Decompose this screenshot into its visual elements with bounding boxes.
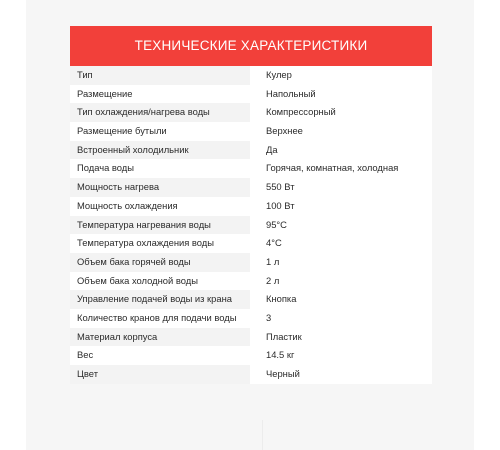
spec-value: Пластик — [250, 328, 432, 347]
spec-value: 550 Вт — [250, 178, 432, 197]
spec-label: Мощность нагрева — [70, 178, 250, 197]
table-row — [70, 365, 432, 384]
spec-label: Размещение бутыли — [70, 122, 250, 141]
spec-value: 3 — [250, 309, 432, 328]
spec-label: Цвет — [70, 365, 250, 384]
spec-value: 100 Вт — [250, 197, 432, 216]
spec-value: Кулер — [250, 66, 432, 85]
table-row — [70, 346, 432, 365]
spec-label: Температура охлаждения воды — [70, 234, 250, 253]
table-row — [70, 272, 432, 291]
spec-label: Объем бака холодной воды — [70, 272, 250, 291]
spec-value: 4°С — [250, 234, 432, 253]
spec-label: Температура нагревания воды — [70, 216, 250, 235]
spec-value: Да — [250, 141, 432, 160]
table-row — [70, 103, 432, 122]
table-row — [70, 328, 432, 347]
table-row — [70, 290, 432, 309]
spec-value: Верхнее — [250, 122, 432, 141]
specs-table — [70, 66, 432, 384]
table-row — [70, 178, 432, 197]
table-row — [70, 197, 432, 216]
table-row — [70, 253, 432, 272]
spec-value: 2 л — [250, 272, 432, 291]
spec-value: 1 л — [250, 253, 432, 272]
table-row — [70, 122, 432, 141]
spec-value: 14.5 кг — [250, 346, 432, 365]
spec-label: Управление подачей воды из крана — [70, 290, 250, 309]
spec-label: Тип — [70, 66, 250, 85]
spec-label: Подача воды — [70, 159, 250, 178]
spec-label: Тип охлаждения/нагрева воды — [70, 103, 250, 122]
table-row — [70, 216, 432, 235]
table-row — [70, 159, 432, 178]
spec-value: Напольный — [250, 85, 432, 104]
divider — [262, 420, 263, 450]
spec-value: 95°С — [250, 216, 432, 235]
spec-value: Черный — [250, 365, 432, 384]
spec-label: Мощность охлаждения — [70, 197, 250, 216]
table-row — [70, 309, 432, 328]
spec-label: Встроенный холодильник — [70, 141, 250, 160]
spec-label: Вес — [70, 346, 250, 365]
spec-label: Количество кранов для подачи воды — [70, 309, 250, 328]
specs-title: ТЕХНИЧЕСКИЕ ХАРАКТЕРИСТИКИ — [70, 26, 432, 66]
table-row — [70, 66, 432, 85]
table-row — [70, 234, 432, 253]
spec-value: Горячая, комнатная, холодная — [250, 159, 432, 178]
spec-value: Компрессорный — [250, 103, 432, 122]
spec-label: Материал корпуса — [70, 328, 250, 347]
spec-label: Объем бака горячей воды — [70, 253, 250, 272]
spec-value: Кнопка — [250, 290, 432, 309]
specs-card — [70, 26, 432, 382]
table-row — [70, 141, 432, 160]
table-row — [70, 85, 432, 104]
spec-label: Размещение — [70, 85, 250, 104]
